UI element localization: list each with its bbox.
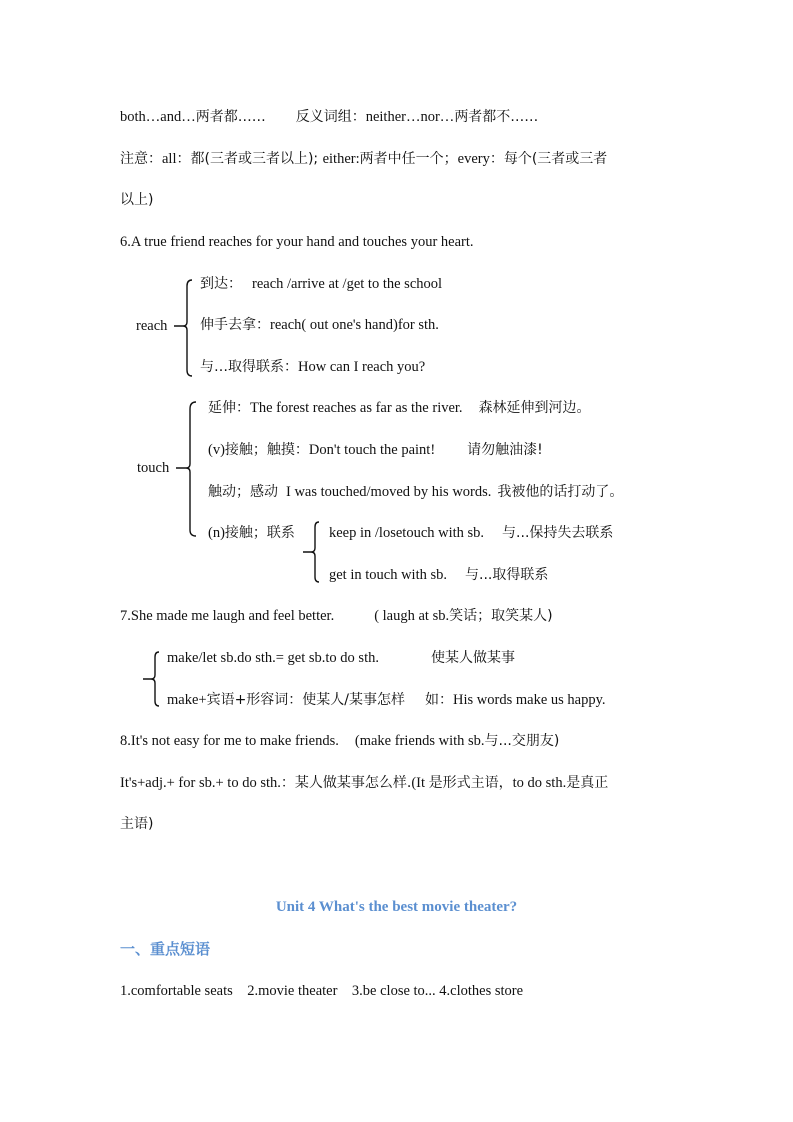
pos-tag: (v) bbox=[208, 442, 225, 458]
example-label: 如： bbox=[425, 692, 454, 708]
note-label: 注意： bbox=[120, 151, 162, 167]
reach-brace bbox=[174, 278, 194, 378]
either-word: either: bbox=[322, 151, 360, 167]
make-pattern: make+ bbox=[167, 692, 207, 708]
either-meaning: 两者中任一个； bbox=[359, 151, 458, 167]
touch-sub-brace bbox=[303, 520, 323, 584]
touch-entry bbox=[208, 482, 623, 502]
its-pattern-line bbox=[120, 773, 608, 793]
reach-example: reach /arrive at /get to the school bbox=[252, 276, 443, 292]
its-note-en2: to do sth. bbox=[512, 775, 567, 791]
its-pattern-cont: 主语) bbox=[120, 816, 154, 832]
reach-entry bbox=[200, 315, 439, 335]
item-8-note-zh: 与...交朋友) bbox=[484, 733, 560, 749]
touch-meaning-zh: 接触；触摸： bbox=[224, 442, 309, 458]
touch-brace bbox=[176, 400, 198, 540]
its-pattern-meaning: ：某人做某事怎么样. bbox=[280, 775, 412, 791]
touch-example: I was touched/moved by his words. bbox=[286, 484, 492, 500]
its-pattern: It's+adj.+ for sb.+ to do sth. bbox=[120, 775, 281, 791]
section-heading: 一、重点短语 bbox=[120, 940, 211, 958]
touch-meaning-zh: 接触；联系 bbox=[224, 525, 295, 541]
touch-meaning-zh: 延伸： bbox=[208, 400, 250, 416]
its-note-zh2: 是真正 bbox=[566, 775, 609, 791]
touch-sub-meaning: 与...取得联系 bbox=[465, 567, 549, 583]
touch-entry bbox=[208, 398, 591, 418]
make-entry bbox=[167, 690, 606, 710]
note-line-cont: 以上) bbox=[120, 192, 154, 208]
reach-entry bbox=[200, 357, 425, 377]
its-note-en: (It bbox=[411, 775, 429, 791]
both-and-phrase: both…and… bbox=[120, 109, 196, 125]
reach-meaning-zh: 到达： bbox=[200, 276, 242, 292]
reach-entry bbox=[200, 274, 442, 294]
touch-example: The forest reaches as far as the river. bbox=[250, 400, 463, 416]
touch-sub-meaning: 与...保持失去联系 bbox=[502, 525, 614, 541]
reach-meaning-zh: 与…取得联系： bbox=[200, 359, 298, 375]
all-word: all bbox=[162, 151, 177, 167]
antonym-line bbox=[120, 107, 538, 127]
touch-translation: 我被他的话打动了。 bbox=[497, 484, 624, 500]
pos-tag: (n) bbox=[208, 525, 225, 541]
item-7-note: ( laugh at sb. bbox=[374, 608, 450, 624]
item-7-sentence: 7.She made me laugh and feel better. bbox=[120, 608, 335, 624]
every-meaning: ：每个(三者或三者 bbox=[489, 151, 608, 167]
touch-meaning-zh: 触动；感动 bbox=[208, 484, 278, 500]
make-example: His words make us happy. bbox=[453, 692, 606, 708]
touch-label: touch bbox=[137, 460, 170, 476]
antonym-label: 反义词组： bbox=[295, 109, 366, 125]
neither-meaning: 两者都不…… bbox=[454, 109, 539, 125]
note-line bbox=[120, 149, 607, 169]
reach-meaning-zh: 伸手去拿： bbox=[200, 317, 270, 333]
touch-entry bbox=[208, 440, 543, 460]
make-pattern: make/let sb.do sth.= get sb.to do sth. bbox=[167, 650, 379, 666]
both-meaning: 两者都…… bbox=[195, 109, 266, 125]
reach-label: reach bbox=[136, 318, 168, 334]
make-meaning: 使某人做某事 bbox=[430, 650, 515, 666]
touch-sub-entry bbox=[329, 523, 613, 543]
unit-title: Unit 4 What's the best movie theater? bbox=[275, 899, 518, 915]
every-word: every bbox=[457, 151, 490, 167]
touch-translation: 请勿触油漆! bbox=[467, 442, 543, 458]
item-7-note-zh: 笑话；取笑某人) bbox=[449, 608, 553, 624]
item-8-sentence: 8.It's not easy for me to make friends. bbox=[120, 733, 339, 749]
touch-sub-example: keep in /losetouch with sb. bbox=[329, 525, 485, 541]
item-6-sentence: 6.A true friend reaches for your hand and touches your heart. bbox=[120, 234, 474, 250]
make-brace bbox=[143, 650, 161, 708]
reach-example: How can I reach you? bbox=[298, 359, 426, 375]
its-note-zh: 是形式主语， bbox=[428, 775, 513, 791]
touch-translation: 森林延伸到河边。 bbox=[478, 400, 591, 416]
reach-example: reach( out one's hand)for sth. bbox=[270, 317, 439, 333]
make-meaning: 宾语+形容词：使某人/某事怎样 bbox=[206, 692, 406, 708]
item-8-note: (make friends with sb. bbox=[354, 733, 485, 749]
neither-nor-phrase: neither…nor… bbox=[365, 109, 455, 125]
touch-entry bbox=[208, 523, 295, 543]
touch-sub-entry bbox=[329, 565, 548, 585]
touch-example: Don't touch the paint! bbox=[308, 442, 436, 458]
item-7-sentence-line bbox=[120, 606, 553, 626]
item-8-sentence-line bbox=[120, 731, 559, 751]
key-phrases: 1.comfortable seats 2.movie theater 3.be close to... 4.clothes store bbox=[120, 983, 524, 999]
all-meaning: ：都(三者或三者以上); bbox=[176, 151, 323, 167]
make-entry bbox=[167, 648, 515, 668]
touch-sub-example: get in touch with sb. bbox=[329, 567, 448, 583]
